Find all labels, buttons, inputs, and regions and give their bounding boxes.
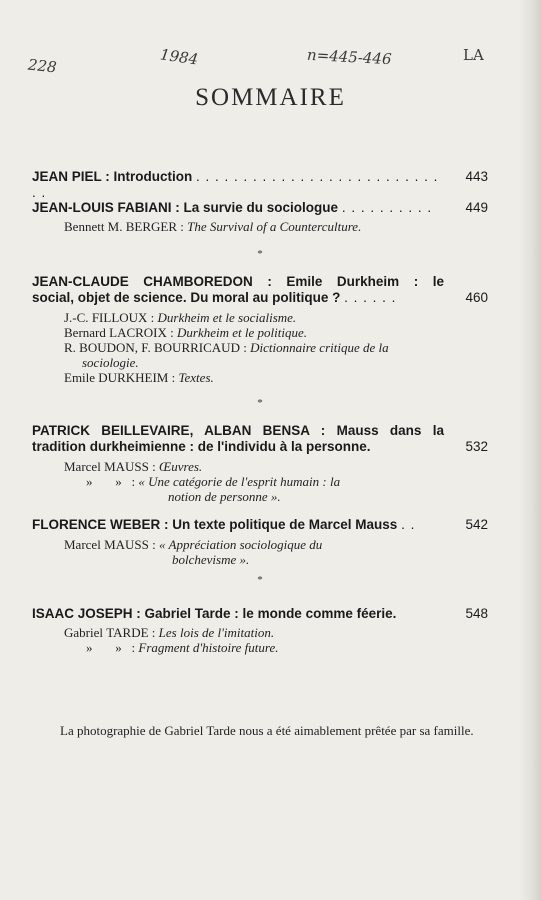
toc-sub-entry: J.-C. FILLOUX : Durkheim et le socialisme. [64,310,297,325]
handwritten-note-left: 228 [27,55,58,77]
page-number: 449 [465,200,488,215]
toc-sub-entry: » » : « Une catégorie de l'esprit humain : la notion de personne ». [86,474,341,504]
handwritten-note-numbers: n=445-446 [306,45,392,69]
page-number: 532 [465,439,488,454]
toc-sub-entry: Bernard LACROIX : Durkheim et le politique. [64,325,307,340]
toc-entry-beillevaire-bensa: PATRICK BEILLEVAIRE, ALBAN BENSA : Mauss dans la [32,423,444,438]
toc-sub-entry: Emile DURKHEIM : Textes. [64,370,214,385]
toc-sub-entry: R. BOUDON, F. BOURRICAUD : Dictionnaire critique de la sociologie. [64,340,389,370]
section-separator: * [257,574,263,586]
toc-entry-fabiani: JEAN-LOUIS FABIANI : La survie du sociologue . . . . . . . . . . [32,200,433,215]
toc-sub-entry: Gabriel TARDE : Les lois de l'imitation. [64,625,275,640]
section-separator: * [257,397,263,409]
section-separator: * [257,248,263,260]
handwritten-note-code: LA [463,46,484,64]
toc-sub-entry: » » : Fragment d'histoire future. [86,640,279,655]
toc-entry-joseph: ISAAC JOSEPH : Gabriel Tarde : le monde comme féerie. [32,606,397,621]
page-number: 548 [465,606,488,621]
toc-entry-piel: JEAN PIEL : Introduction . . . . . . . . . . . . . . . . . . . . . . . . . . . . [32,169,439,200]
toc-sub-entry: Bennett M. BERGER : The Survival of a Counterculture. [64,219,362,234]
page-number: 542 [465,517,488,532]
toc-sub-entry: Marcel MAUSS : « Appréciation sociologique du bolchevisme ». [64,537,323,567]
toc-sub-entry: Marcel MAUSS : Œuvres. [64,459,203,474]
footnote: La photographie de Gabriel Tarde nous a été aimablement prêtée par sa famille. [60,723,474,738]
toc-entry-chamboredon: JEAN-CLAUDE CHAMBOREDON : Emile Durkheim : le [32,274,444,289]
handwritten-note-year: 1984 [158,45,200,69]
toc-entry-beillevaire-bensa-cont: tradition durkheimienne : de l'individu à la personne. [32,439,371,454]
page-number: 443 [465,169,488,184]
page-title: SOMMAIRE [195,84,346,111]
toc-entry-chamboredon-cont: social, objet de science. Du moral au politique ? . . . . . . [32,290,397,305]
toc-entry-weber: FLORENCE WEBER : Un texte politique de Marcel Mauss . . [32,517,416,532]
page-number: 460 [465,290,488,305]
page-edge-shadow [519,0,541,900]
